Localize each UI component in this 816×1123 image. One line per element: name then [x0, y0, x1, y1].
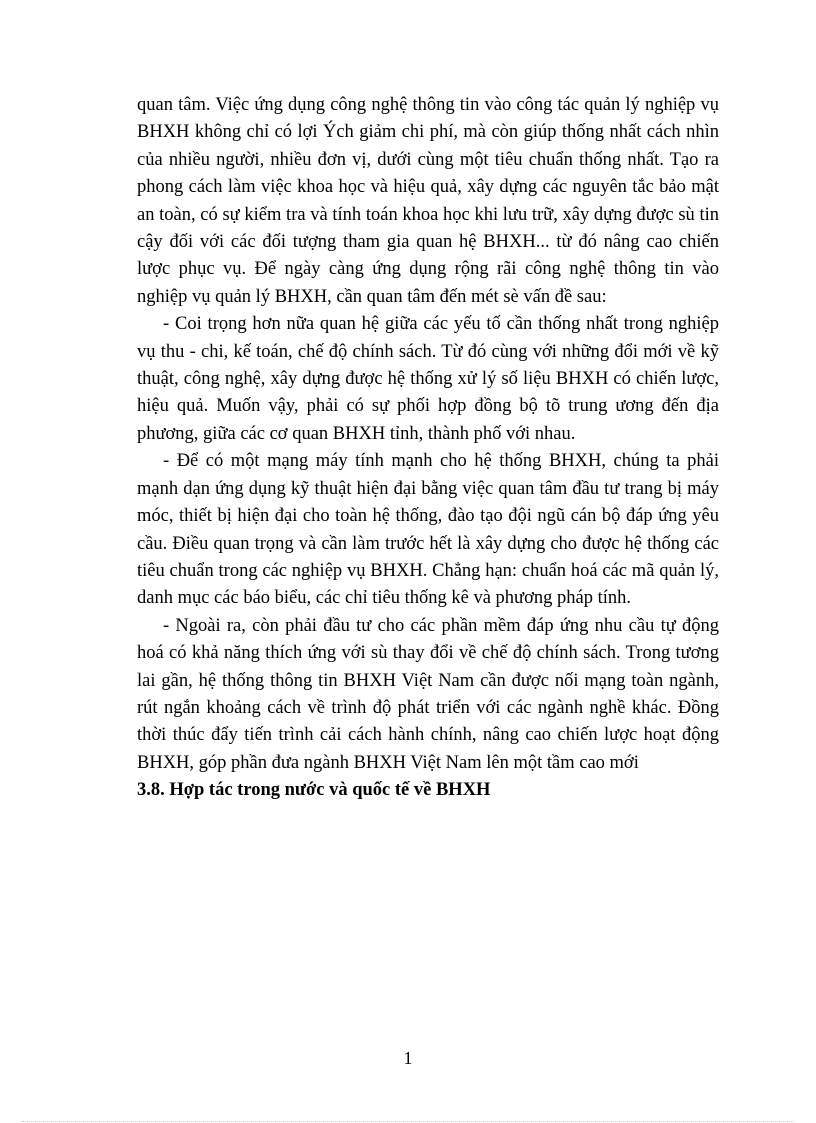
page-boundary-divider: [22, 1121, 794, 1122]
paragraph-bullet-network: - Để có một mạng máy tính mạnh cho hệ thống BHXH, chúng ta phải mạnh dạn ứng dụng kỹ thuật hiện đại bằng việc quan tâm đầu tư trang bị máy móc, thiết bị hiện đại cho toàn hệ thống, đào tạo đội ngũ cán bộ đáp ứng yêu cầu. Điều quan trọng và cần làm trước hết là xây dựng cho được hệ thống các tiêu chuẩn trong các nghiệp vụ BHXH. Chẳng hạn: chuẩn hoá các mã quản lý, danh mục các báo biểu, các chỉ tiêu thống kê và phương pháp tính.: [137, 451, 719, 609]
section-heading: 3.8. Hợp tác trong nước và quốc tế về BHXH: [137, 780, 491, 801]
page-number: 1: [403, 1048, 413, 1068]
paragraph-bullet-coordination: - Coi trọng hơn nữa quan hệ giữa các yếu tố cần thống nhất trong nghiệp vụ thu - chi, kế toán, chế độ chính sách. Từ đó cùng với những đổi mới về kỹ thuật, công nghệ, xây dựng được hệ thống xử lý số liệu BHXH có chiến lược, hiệu quả. Muốn vậy, phải có sự phối hợp đồng bộ tõ trung ương đến địa phương, giữa các cơ quan BHXH tỉnh, thành phố với nhau.: [137, 314, 719, 444]
page-content: [137, 92, 719, 805]
paragraph-bullet-software: - Ngoài ra, còn phải đầu tư cho các phần mềm đáp ứng nhu cầu tự động hoá có khả năng thích ứng với sù thay đổi về chế độ chính sách. Trong tương lai gần, hệ thống thông tin BHXH Việt Nam cần được nối mạng toàn ngành, rút ngắn khoảng cách về trình độ phát triển với các ngành nghề khác. Đồng thời thúc đẩy tiến trình cải cách hành chính, nâng cao chiến lược hoạt động BHXH, góp phần đưa ngành BHXH Việt Nam lên một tầm cao mới: [137, 615, 719, 773]
paragraph-intro: quan tâm. Việc ứng dụng công nghệ thông tin vào công tác quản lý nghiệp vụ BHXH không chỉ có lợi Ých giảm chi phí, mà còn giúp thống nhất cách nhìn của nhiều người, nhiều đơn vị, dưới cùng một tiêu chuẩn thống nhất. Tạo ra phong cách làm việc khoa học và hiệu quả, xây dựng các nguyên tắc bảo mật an toàn, có sự kiểm tra và tính toán khoa học khi lưu trữ, xây dựng được sù tin cậy đối với các đối tượng tham gia quan hệ BHXH... từ đó nâng cao chiến lược phục vụ. Để ngày càng ứng dụng rộng rãi công nghệ thông tin vào nghiệp vụ quản lý BHXH, cần quan tâm đến mét sè vấn đề sau:: [137, 95, 719, 307]
